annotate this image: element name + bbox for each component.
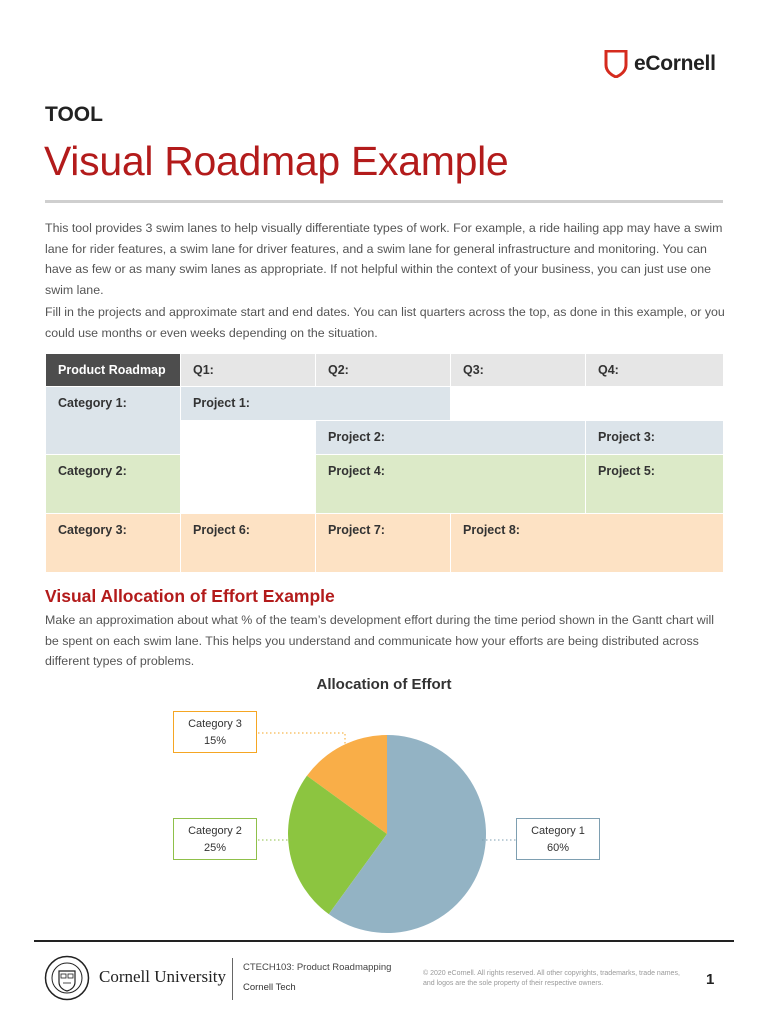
table-row bbox=[46, 455, 724, 514]
campus-name: Cornell Tech bbox=[243, 982, 296, 993]
project-cell: Project 1: bbox=[181, 387, 451, 421]
quarter-header: Q3: bbox=[451, 354, 586, 387]
cornell-seal-icon bbox=[44, 955, 90, 1001]
project-cell: Project 6: bbox=[181, 514, 316, 573]
callout-value: 25% bbox=[203, 842, 227, 854]
copyright-notice: © 2020 eCornell. All rights reserved. All other copyrights, trademarks, trade names, and logos are the sole property of their respective owners. bbox=[423, 970, 680, 987]
tool-label: TOOL bbox=[45, 103, 103, 126]
callout-category-1 bbox=[516, 818, 600, 860]
callout-category-2 bbox=[173, 818, 257, 860]
allocation-paragraph: Make an approximation about what % of the team’s development effort during the time period shown in the Gantt chart will be spent on each swim lane. This helps you understand and communicate how your efforts are being distributed across different types of problems. bbox=[45, 613, 715, 668]
empty-cell bbox=[181, 421, 316, 514]
project-cell: Project 5: bbox=[586, 455, 724, 514]
roadmap-header-row bbox=[46, 354, 724, 387]
category-cell: Category 3: bbox=[46, 514, 181, 573]
pie-slice-category-3 bbox=[307, 735, 387, 834]
pie-slice-category-1 bbox=[329, 735, 486, 933]
project-cell: Project 7: bbox=[316, 514, 451, 573]
intro-paragraph-1: This tool provides 3 swim lanes to help visually differentiate types of work. For example, a ride hailing app may have a swim lane for rider features, a swim lane for driver features, and a swim lane for general infrastructure and monitoring. You can have as few or as many swim lanes as appropriate. If not helpful within the context of your business, you can just use one swim lane. bbox=[45, 221, 723, 297]
chart-title: Allocation of Effort bbox=[316, 676, 452, 693]
project-cell: Project 2: bbox=[316, 421, 586, 455]
brand-name: eCornell bbox=[634, 52, 716, 75]
roadmap-table bbox=[45, 353, 724, 573]
table-row bbox=[46, 387, 724, 421]
callout-label: Category 2 bbox=[188, 825, 242, 837]
quarter-header: Q4: bbox=[586, 354, 724, 387]
university-name: Cornell University bbox=[99, 967, 227, 986]
table-row bbox=[46, 514, 724, 573]
project-cell: Project 8: bbox=[451, 514, 724, 573]
empty-cell bbox=[451, 387, 724, 421]
quarter-header: Q2: bbox=[316, 354, 451, 387]
section-title: Visual Allocation of Effort Example bbox=[45, 586, 335, 606]
pie-slice-category-2 bbox=[288, 776, 387, 914]
footer-separator bbox=[232, 958, 233, 1000]
project-cell: Project 4: bbox=[316, 455, 586, 514]
page-title: Visual Roadmap Example bbox=[44, 138, 509, 184]
project-cell: Project 3: bbox=[586, 421, 724, 455]
shield-icon bbox=[604, 50, 628, 78]
intro-paragraph-2: Fill in the projects and approximate start and end dates. You can list quarters across the top, as done in this example, or you could use months or even weeks depending on the situation. bbox=[45, 305, 725, 340]
page-number: 1 bbox=[706, 971, 715, 988]
ecornell-logo bbox=[604, 50, 716, 78]
callout-label: Category 1 bbox=[531, 825, 585, 837]
leader-line-category-3 bbox=[258, 733, 345, 745]
callout-value: 15% bbox=[203, 735, 227, 747]
callout-category-3 bbox=[173, 711, 257, 753]
category-cell: Category 2: bbox=[46, 455, 181, 514]
category-cell: Category 1: bbox=[46, 387, 181, 455]
callout-label: Category 3 bbox=[188, 718, 242, 730]
callout-value: 60% bbox=[546, 842, 570, 854]
roadmap-corner-cell: Product Roadmap bbox=[46, 354, 181, 387]
course-name: CTECH103: Product Roadmapping bbox=[243, 962, 392, 973]
title-divider bbox=[45, 200, 723, 203]
quarter-header: Q1: bbox=[181, 354, 316, 387]
footer-divider bbox=[34, 940, 734, 942]
